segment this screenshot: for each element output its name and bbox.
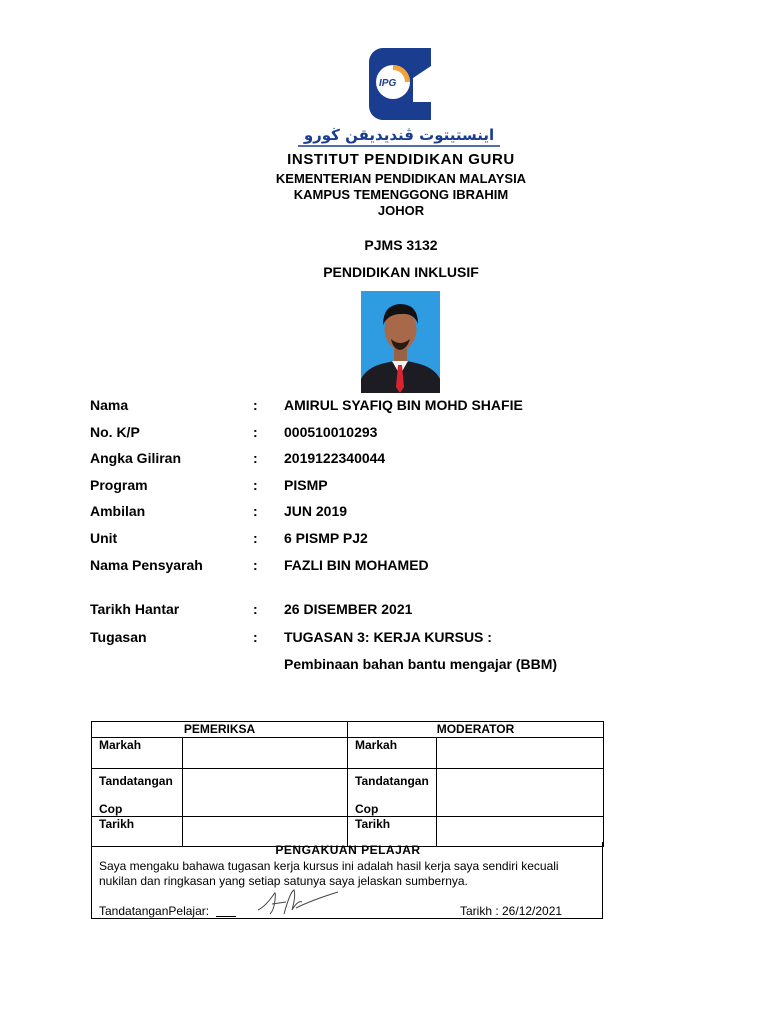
course-name: PENDIDIKAN INKLUSIF: [323, 264, 479, 280]
field-colon: :: [253, 450, 258, 466]
field-value: 6 PISMP PJ2: [284, 530, 368, 546]
course-code: PJMS 3132: [364, 237, 438, 253]
field-colon: :: [253, 629, 258, 645]
field-label: Ambilan: [90, 503, 146, 519]
field-value: 000510010293: [284, 424, 378, 440]
ministry-name: KEMENTERIAN PENDIDIKAN MALAYSIA: [275, 171, 527, 186]
field-colon: :: [253, 530, 258, 546]
field-label: Unit: [90, 530, 118, 546]
student-declaration: [91, 842, 603, 919]
state-name: JOHOR: [377, 203, 425, 218]
svg-text:اينستيتوت ڤنديديقن ڬورو: اينستيتوت ڤنديديقن ڬورو: [303, 126, 495, 144]
signature-underline: [216, 916, 236, 917]
moderator-tarikh-label: Tarikh: [348, 817, 437, 847]
field-label: Program: [90, 477, 148, 493]
moderator-sign-label: [348, 769, 437, 817]
field-label: Nama: [90, 397, 129, 413]
moderator-markah-cell: [437, 738, 604, 769]
field-value: FAZLI BIN MOHAMED: [284, 557, 429, 573]
institute-name: INSTITUT PENDIDIKAN GURU: [287, 151, 515, 168]
field-colon: :: [253, 397, 258, 413]
field-label: No. K/P: [90, 424, 140, 440]
field-value: AMIRUL SYAFIQ BIN MOHD SHAFIE: [284, 397, 523, 413]
examiner-sign-label: [92, 769, 183, 817]
cop-label: Cop: [99, 802, 123, 816]
campus-name: KAMPUS TEMENGGONG IBRAHIM: [293, 187, 509, 202]
examiner-header: PEMERIKSA: [92, 722, 348, 738]
field-label: Tugasan: [90, 629, 147, 645]
moderator-header: MODERATOR: [348, 722, 604, 738]
examiner-markah-label: Markah: [92, 738, 183, 769]
tandatangan-label: Tandatangan: [355, 774, 429, 788]
declaration-title: PENGAKUAN PELAJAR: [275, 843, 421, 857]
field-value: PISMP: [284, 477, 328, 493]
field-value: 26 DISEMBER 2021: [284, 601, 413, 617]
ipg-logo: [369, 48, 433, 120]
field-label: Tarikh Hantar: [90, 601, 180, 617]
field-colon: :: [253, 503, 258, 519]
signature-drawing: [252, 886, 342, 918]
student-photo: [361, 291, 440, 393]
cop-label: Cop: [355, 802, 379, 816]
field-value: 2019122340044: [284, 450, 386, 466]
field-colon: :: [253, 601, 258, 617]
field-colon: :: [253, 477, 258, 493]
task-detail: Pembinaan bahan bantu mengajar (BBM): [284, 656, 558, 672]
field-value: TUGASAN 3: KERJA KURSUS :: [284, 629, 492, 645]
jawi-wordmark: [292, 120, 506, 150]
signature-label: TandatanganPelajar:: [99, 904, 210, 918]
examiner-sign-cell: [183, 769, 348, 817]
examiner-markah-cell: [183, 738, 348, 769]
field-colon: :: [253, 557, 258, 573]
declaration-date: Tarikh : 26/12/2021: [460, 904, 563, 918]
declaration-text: Saya mengaku bahawa tugasan kerja kursus ini adalah hasil kerja saya sendiri kecuali nukilan dan ringkasan yang setiap satunya saya jelaskan sumbernya.: [99, 859, 559, 888]
moderator-markah-label: Markah: [348, 738, 437, 769]
field-label: Angka Giliran: [90, 450, 182, 466]
field-colon: :: [253, 424, 258, 440]
field-label: Nama Pensyarah: [90, 557, 203, 573]
moderator-sign-cell: [437, 769, 604, 817]
examiner-tarikh-label: Tarikh: [92, 817, 183, 847]
field-value: JUN 2019: [284, 503, 348, 519]
svg-text:IPG: IPG: [379, 78, 397, 89]
grading-table: [91, 721, 604, 847]
tandatangan-label: Tandatangan: [99, 774, 173, 788]
